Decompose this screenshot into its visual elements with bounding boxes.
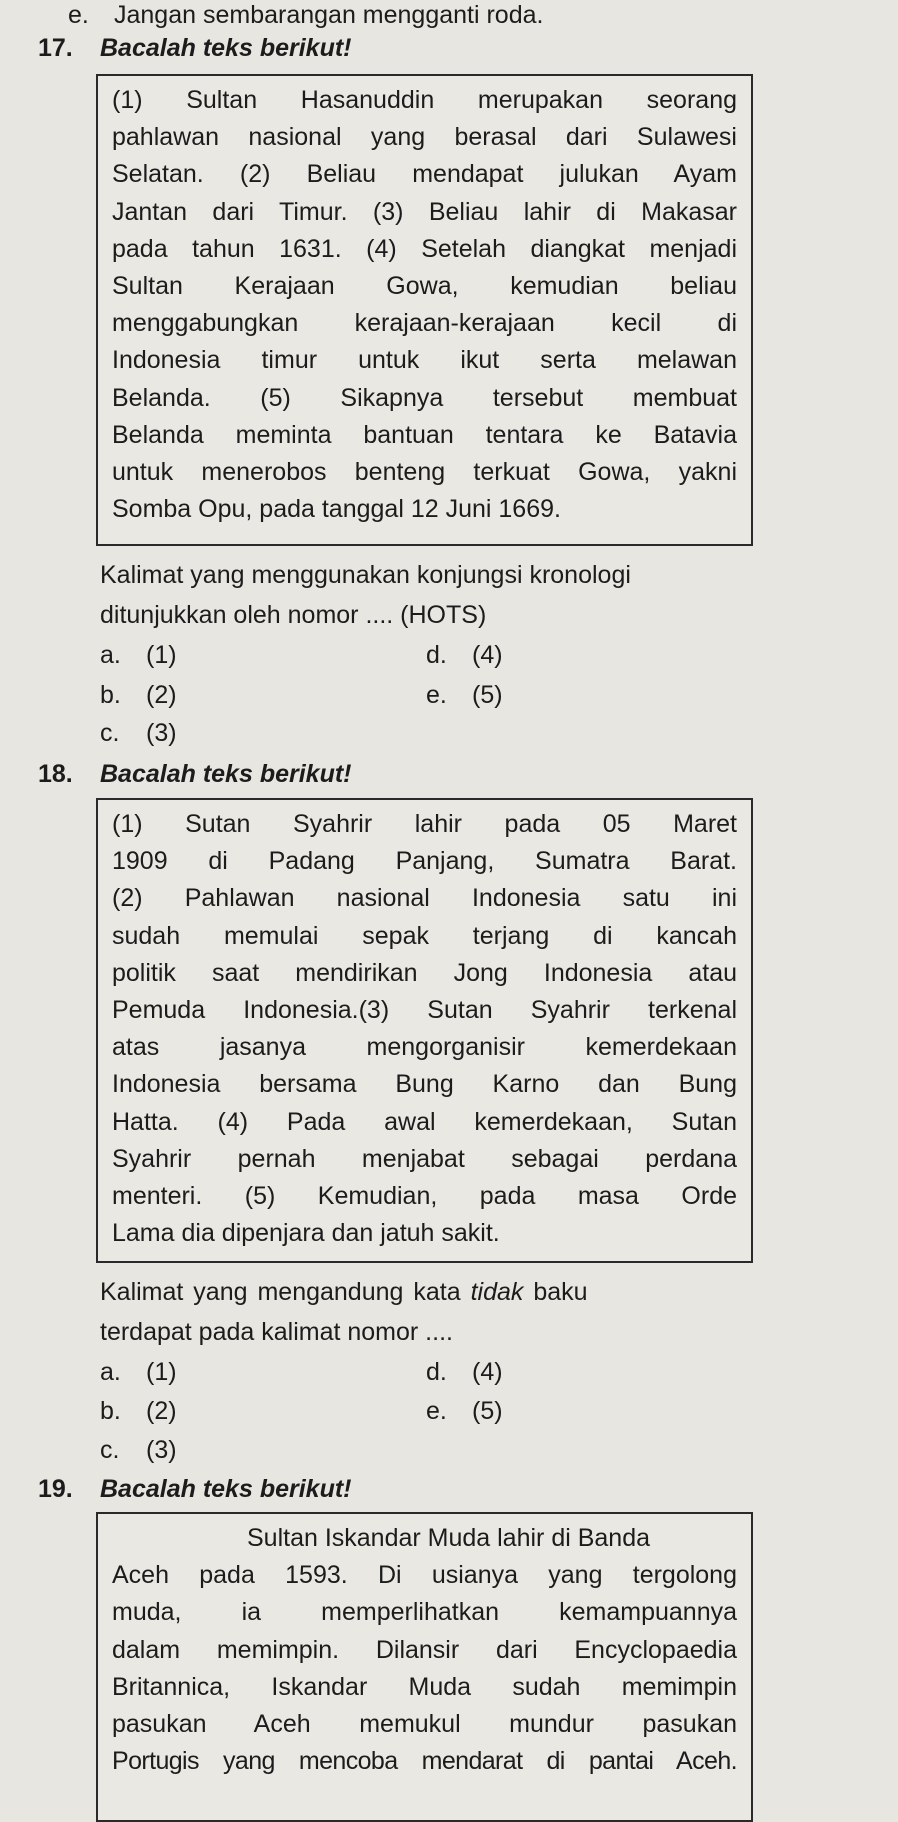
question-18-text-part: Kalimat yang mengandung kata bbox=[100, 1278, 471, 1306]
option-d[interactable] bbox=[426, 1357, 503, 1387]
passage-line: 1909 di Padang Panjang, Sumatra Barat. bbox=[112, 847, 737, 876]
option-letter: e. bbox=[68, 1, 89, 29]
question-19-number: 19. bbox=[38, 1475, 73, 1503]
passage-line: Britannica, Iskandar Muda sudah memimpin bbox=[112, 1672, 737, 1701]
passage-line: (2) Pahlawan nasional Indonesia satu ini bbox=[112, 884, 737, 913]
passage-line: Portugis yang mencoba mendarat di pantai Aceh. bbox=[112, 1747, 737, 1776]
option-letter: e. bbox=[426, 681, 447, 709]
passage-line: (1) Sutan Syahrir lahir pada 05 Maret bbox=[112, 810, 737, 838]
question-19-instruction: Bacalah teks berikut! bbox=[100, 1475, 352, 1503]
option-b[interactable] bbox=[100, 1396, 177, 1426]
question-17-text: ditunjukkan oleh nomor .... (HOTS) bbox=[100, 601, 487, 629]
passage-line: Hatta. (4) Pada awal kemerdekaan, Sutan bbox=[112, 1107, 737, 1136]
passage-line: Belanda meminta bantuan tentara ke Batavia bbox=[112, 420, 737, 449]
option-e[interactable] bbox=[426, 680, 503, 710]
option-a[interactable] bbox=[100, 1357, 177, 1387]
passage-line: (1) Sultan Hasanuddin merupakan seorang bbox=[112, 86, 737, 114]
option-letter: c. bbox=[100, 719, 120, 747]
passage-line: pasukan Aceh memukul mundur pasukan bbox=[112, 1710, 737, 1739]
passage-line: menggabungkan kerajaan-kerajaan kecil di bbox=[112, 309, 737, 338]
passage-line: Sultan Kerajaan Gowa, kemudian beliau bbox=[112, 272, 737, 301]
question-18-text-line1 bbox=[100, 1277, 750, 1307]
option-text: (3) bbox=[146, 1436, 177, 1464]
passage-line: atas jasanya mengorganisir kemerdekaan bbox=[112, 1033, 737, 1062]
option-text: (3) bbox=[146, 719, 177, 747]
option-letter: d. bbox=[426, 641, 447, 669]
passage-line: dalam memimpin. Dilansir dari Encyclopaedia bbox=[112, 1635, 737, 1664]
question-17-number: 17. bbox=[38, 34, 73, 62]
option-letter: d. bbox=[426, 1358, 447, 1386]
question-18-text-part: baku bbox=[523, 1278, 588, 1306]
passage-line: Selatan. (2) Beliau mendapat julukan Ayam bbox=[112, 160, 737, 189]
passage-line: Belanda. (5) Sikapnya tersebut membuat bbox=[112, 383, 737, 412]
option-text: (2) bbox=[146, 681, 177, 709]
passage-line: untuk menerobos benteng terkuat Gowa, yakni bbox=[112, 458, 737, 487]
passage-line: Pemuda Indonesia.(3) Sutan Syahrir terkenal bbox=[112, 996, 737, 1025]
option-b[interactable] bbox=[100, 680, 177, 710]
question-17-text-line1: Kalimat yang menggunakan konjungsi kronologi bbox=[100, 561, 631, 589]
passage-line: sudah memulai sepak terjang di kancah bbox=[112, 921, 737, 950]
option-c[interactable] bbox=[100, 1435, 177, 1465]
passage-line: Indonesia timur untuk ikut serta melawan bbox=[112, 346, 737, 375]
option-d[interactable] bbox=[426, 640, 503, 670]
option-letter: b. bbox=[100, 1397, 121, 1425]
option-text: (1) bbox=[146, 641, 177, 669]
option-text: (4) bbox=[472, 1358, 503, 1386]
option-e-previous bbox=[68, 0, 543, 30]
passage-line: pahlawan nasional yang berasal dari Sulawesi bbox=[112, 123, 737, 152]
question-17-passage-box bbox=[96, 74, 753, 546]
option-text: (2) bbox=[146, 1397, 177, 1425]
question-19-passage-box bbox=[96, 1512, 753, 1822]
question-18-passage-box bbox=[96, 798, 753, 1263]
option-text: (5) bbox=[472, 681, 503, 709]
passage-line: Sultan Iskandar Muda lahir di Banda bbox=[246, 1524, 651, 1552]
passage-line: Somba Opu, pada tanggal 12 Juni 1669. bbox=[112, 495, 561, 524]
option-e[interactable] bbox=[426, 1396, 503, 1426]
question-18-number: 18. bbox=[38, 760, 73, 788]
passage-line: Indonesia bersama Bung Karno dan Bung bbox=[112, 1070, 737, 1099]
option-c[interactable] bbox=[100, 718, 177, 748]
passage-line: pada tahun 1631. (4) Setelah diangkat menjadi bbox=[112, 234, 737, 263]
option-letter: a. bbox=[100, 1358, 121, 1386]
passage-line: Jantan dari Timur. (3) Beliau lahir di Makasar bbox=[112, 197, 737, 226]
passage-line: menteri. (5) Kemudian, pada masa Orde bbox=[112, 1182, 737, 1211]
option-letter: a. bbox=[100, 641, 121, 669]
question-18-text-line2: terdapat pada kalimat nomor .... bbox=[100, 1318, 453, 1346]
question-18-instruction: Bacalah teks berikut! bbox=[100, 760, 352, 788]
option-a[interactable] bbox=[100, 640, 177, 670]
option-letter: c. bbox=[100, 1436, 120, 1464]
option-letter: e. bbox=[426, 1397, 447, 1425]
option-text: (5) bbox=[472, 1397, 503, 1425]
option-letter: b. bbox=[100, 681, 121, 709]
passage-line: Lama dia dipenjara dan jatuh sakit. bbox=[112, 1219, 500, 1248]
option-text: (4) bbox=[472, 641, 503, 669]
option-text: Jangan sembarangan mengganti roda. bbox=[114, 1, 544, 29]
passage-line: Aceh pada 1593. Di usianya yang tergolong bbox=[112, 1561, 737, 1590]
question-17-text-line2 bbox=[100, 600, 486, 630]
option-text: (1) bbox=[146, 1358, 177, 1386]
passage-line: muda, ia memperlihatkan kemampuannya bbox=[112, 1598, 737, 1627]
question-18-emphasis: tidak bbox=[470, 1278, 524, 1306]
question-17-instruction: Bacalah teks berikut! bbox=[100, 34, 352, 62]
passage-line: politik saat mendirikan Jong Indonesia atau bbox=[112, 958, 737, 987]
passage-line: Syahrir pernah menjabat sebagai perdana bbox=[112, 1144, 737, 1173]
